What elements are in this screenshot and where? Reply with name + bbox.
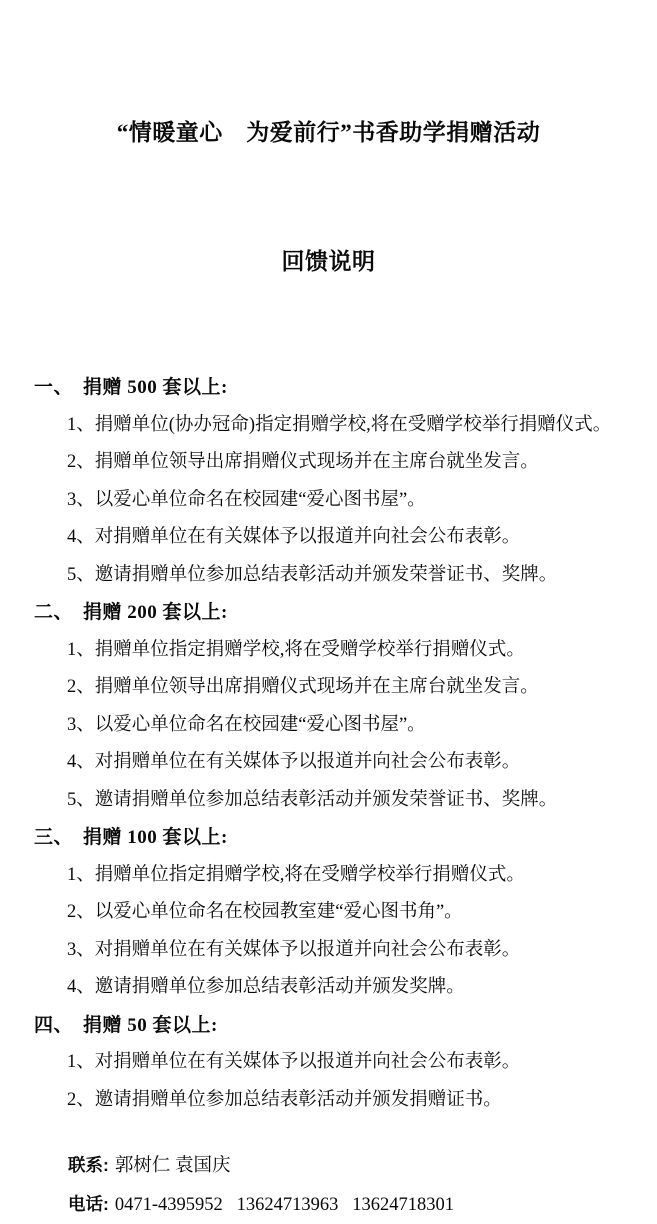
list-item: 4、对捐赠单位在有关媒体予以报道并向社会公布表彰。 (67, 527, 521, 547)
contact-phones-line (0, 1185, 657, 1224)
doc-title: “情暖童心 为爱前行”书香助学捐赠活动 (116, 120, 541, 145)
section-title: 捐赠 200 套以上: (83, 602, 228, 623)
section-title: 捐赠 100 套以上: (83, 827, 228, 848)
phone-numbers: 0471-4395952 13624713963 13624718301 (114, 1195, 454, 1215)
list-item: 2、捐赠单位领导出席捐赠仪式现场并在主席台就坐发言。 (67, 452, 539, 472)
section-title: 捐赠 500 套以上: (83, 377, 228, 398)
list-item: 5、邀请捐赠单位参加总结表彰活动并颁发荣誉证书、奖牌。 (67, 789, 558, 810)
phone-label: 电话: (68, 1194, 109, 1214)
list-item: 3、对捐赠单位在有关媒体予以报道并向社会公布表彰。 (67, 939, 521, 960)
list-item: 2、邀请捐赠单位参加总结表彰活动并颁发捐赠证书。 (67, 1089, 502, 1110)
doc-subtitle: 回馈说明 (281, 249, 376, 274)
section-heading-1 (0, 369, 657, 407)
list-item: 2、捐赠单位领导出席捐赠仪式现场并在主席台就坐发言。 (67, 677, 539, 697)
contact-block (0, 1146, 657, 1224)
list-item: 5、邀请捐赠单位参加总结表彰活动并颁发荣誉证书、奖牌。 (67, 564, 558, 585)
section-heading-2 (0, 594, 657, 632)
doc-body (0, 369, 657, 1119)
list-item: 3、以爱心单位命名在校园建“爱心图书屋”。 (67, 714, 426, 735)
contact-names: 郭树仁 袁国庆 (114, 1156, 231, 1176)
title-block (0, 0, 657, 369)
list-item: 1、对捐赠单位在有关媒体予以报道并向社会公布表彰。 (67, 1052, 521, 1072)
list-item: 3、以爱心单位命名在校园建“爱心图书屋”。 (67, 489, 426, 510)
list-item: 1、捐赠单位指定捐赠学校,将在受赠学校举行捐赠仪式。 (67, 639, 525, 660)
section-number: 一、 (34, 377, 74, 398)
list-item: 4、邀请捐赠单位参加总结表彰活动并颁发奖牌。 (67, 977, 465, 997)
section-number: 三、 (34, 827, 74, 848)
list-item: 1、捐赠单位指定捐赠学校,将在受赠学校举行捐赠仪式。 (67, 864, 525, 885)
list-item: 2、以爱心单位命名在校园教室建“爱心图书角”。 (67, 902, 463, 922)
contact-names-line (0, 1146, 657, 1185)
list-item: 4、对捐赠单位在有关媒体予以报道并向社会公布表彰。 (67, 752, 521, 772)
list-item: 1、捐赠单位(协办冠命)指定捐赠学校,将在受赠学校举行捐赠仪式。 (67, 414, 612, 435)
contact-label: 联系: (68, 1155, 109, 1175)
section-title: 捐赠 50 套以上: (83, 1014, 218, 1036)
section-number: 二、 (34, 602, 74, 623)
section-number: 四、 (34, 1014, 74, 1036)
section-heading-3 (0, 819, 657, 857)
section-heading-4 (0, 1007, 657, 1045)
